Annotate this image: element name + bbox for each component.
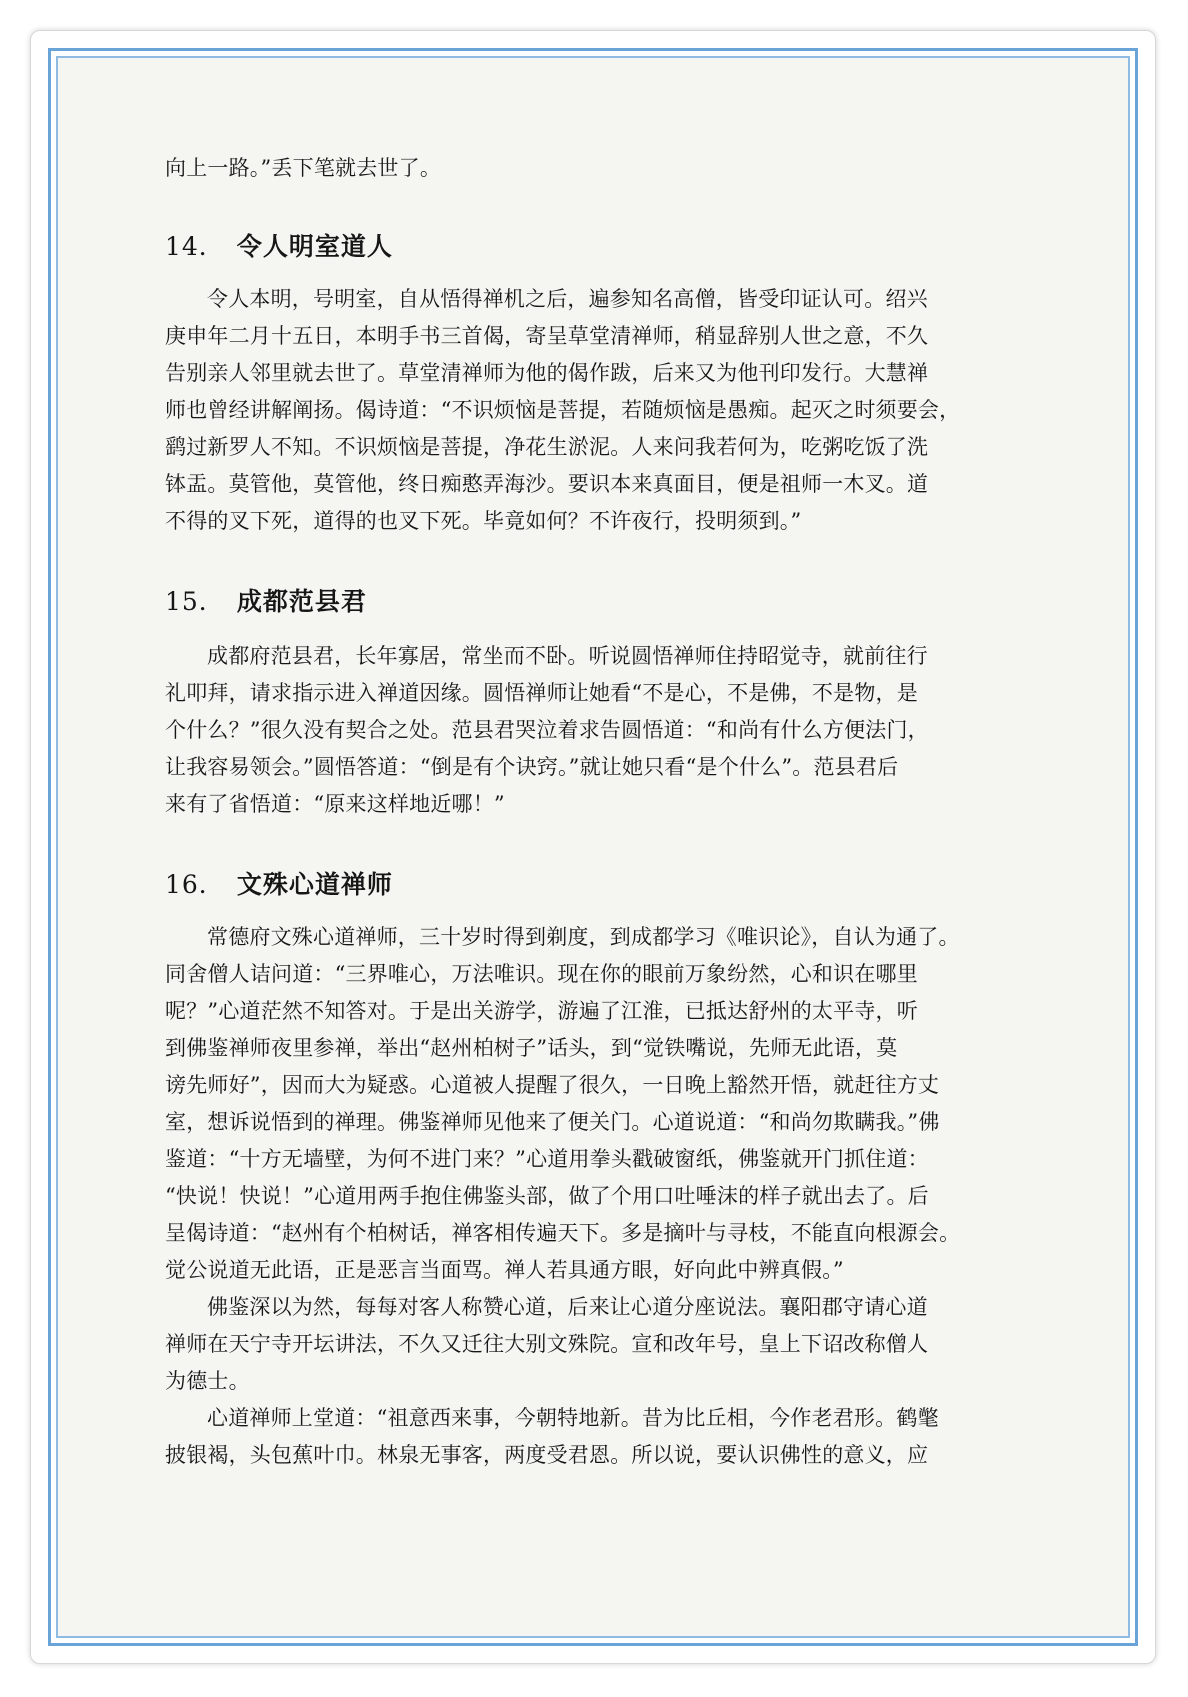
text-line: 师也曾经讲解阐扬。偈诗道：“不识烦恼是菩提，若随烦恼是愚痴。起灭之时须要会，	[165, 398, 961, 422]
text-line: 呈偈诗道：“赵州有个柏树话，禅客相传遍天下。多是摘叶与寻枝，不能直向根源会。	[165, 1221, 961, 1245]
text-line: 同舍僧人诘问道：“三界唯心，万法唯识。现在你的眼前万象纷然，心和识在哪里	[165, 962, 918, 986]
text-line: 常德府文殊心道禅师，三十岁时得到剃度，到成都学习《唯识论》，自认为通了。	[207, 925, 960, 949]
paragraph	[165, 1289, 1035, 1400]
text-line: 不得的叉下死，道得的也叉下死。毕竟如何？不许夜行，投明须到。”	[165, 509, 802, 533]
text-line: 礼叩拜，请求指示进入禅道因缘。圆悟禅师让她看“不是心，不是佛，不是物，是	[165, 681, 918, 705]
text-line: 心道禅师上堂道：“祖意西来事，今朝特地新。昔为比丘相，今作老君形。鹤氅	[207, 1406, 939, 1430]
text-line: 钵盂。莫管他，莫管他，终日痴憨弄海沙。要识本来真面目，便是祖师一木叉。道	[165, 472, 929, 496]
paragraph	[165, 919, 1035, 1289]
text-line: 让我容易领会。”圆悟答道：“倒是有个诀窍。”就让她只看“是个什么”。范县君后	[165, 755, 899, 779]
text-line: 鉴道：“十方无墙壁，为何不进门来？”心道用拳头戳破窗纸，佛鉴就开门抓住道：	[165, 1147, 929, 1171]
text-line: 个什么？”很久没有契合之处。范县君哭泣着求告圆悟道：“和尚有什么方便法门，	[165, 718, 929, 742]
section-number: 15．	[165, 587, 225, 616]
section-title: 成都范县君	[236, 587, 367, 616]
section-heading	[165, 865, 1035, 905]
section-number: 14．	[165, 232, 225, 261]
text-line: 令人本明，号明室，自从悟得禅机之后，遍参知名高僧，皆受印证认可。绍兴	[207, 287, 928, 311]
book-page	[165, 150, 1035, 1474]
text-line: 告别亲人邻里就去世了。草堂清禅师为他的偈作跋，后来又为他刊印发行。大慧禅	[165, 361, 929, 385]
text-line: 禅师在天宁寺开坛讲法，不久又迁往大别文殊院。宣和改年号，皇上下诏改称僧人	[165, 1332, 929, 1356]
paragraph	[165, 1400, 1035, 1474]
text-line: 来有了省悟道：“原来这样地近哪！”	[165, 792, 505, 816]
section-number: 16．	[165, 870, 225, 899]
text-line: 鹞过新罗人不知。不识烦恼是菩提，净花生淤泥。人来问我若何为，吃粥吃饭了洗	[165, 435, 929, 459]
text-line: 为德士。	[165, 1369, 250, 1393]
text-line: 到佛鉴禅师夜里参禅，举出“赵州柏树子”话头，到“觉铁嘴说，先师无此语，莫	[165, 1036, 898, 1060]
paragraph	[165, 281, 1035, 540]
text-line: 庚申年二月十五日，本明手书三首偈，寄呈草堂清禅师，稍显辞别人世之意，不久	[165, 324, 929, 348]
text-line: 谤先师好”，因而大为疑惑。心道被人提醒了很久，一日晚上豁然开悟，就赶往方丈	[165, 1073, 940, 1097]
text-line: 佛鉴深以为然，每每对客人称赞心道，后来让心道分座说法。襄阳郡守请心道	[207, 1295, 928, 1319]
text-line: 披银褐，头包蕉叶巾。林泉无事客，两度受君恩。所以说，要认识佛性的意义，应	[165, 1443, 929, 1467]
paragraph	[165, 638, 1035, 823]
text-line: 呢？”心道茫然不知答对。于是出关游学，游遍了江淮，已抵达舒州的太平寺，听	[165, 999, 918, 1023]
text-line: “快说！快说！”心道用两手抱住佛鉴头部，做了个用口吐唾沫的样子就出去了。后	[165, 1184, 929, 1208]
intro-line: 向上一路。”丢下笔就去世了。	[165, 156, 442, 180]
text-line: 成都府范县君，长年寡居，常坐而不卧。听说圆悟禅师住持昭觉寺，就前往行	[207, 644, 928, 668]
section-heading	[165, 227, 1035, 267]
section-title: 令人明室道人	[236, 232, 393, 261]
text-line: 室，想诉说悟到的禅理。佛鉴禅师见他来了便关门。心道说道：“和尚勿欺瞒我。”佛	[165, 1110, 940, 1134]
text-line: 觉公说道无此语，正是恶言当面骂。禅人若具通方眼，好向此中辨真假。”	[165, 1258, 844, 1282]
section-title: 文殊心道禅师	[236, 870, 393, 899]
section-heading	[165, 582, 1035, 622]
